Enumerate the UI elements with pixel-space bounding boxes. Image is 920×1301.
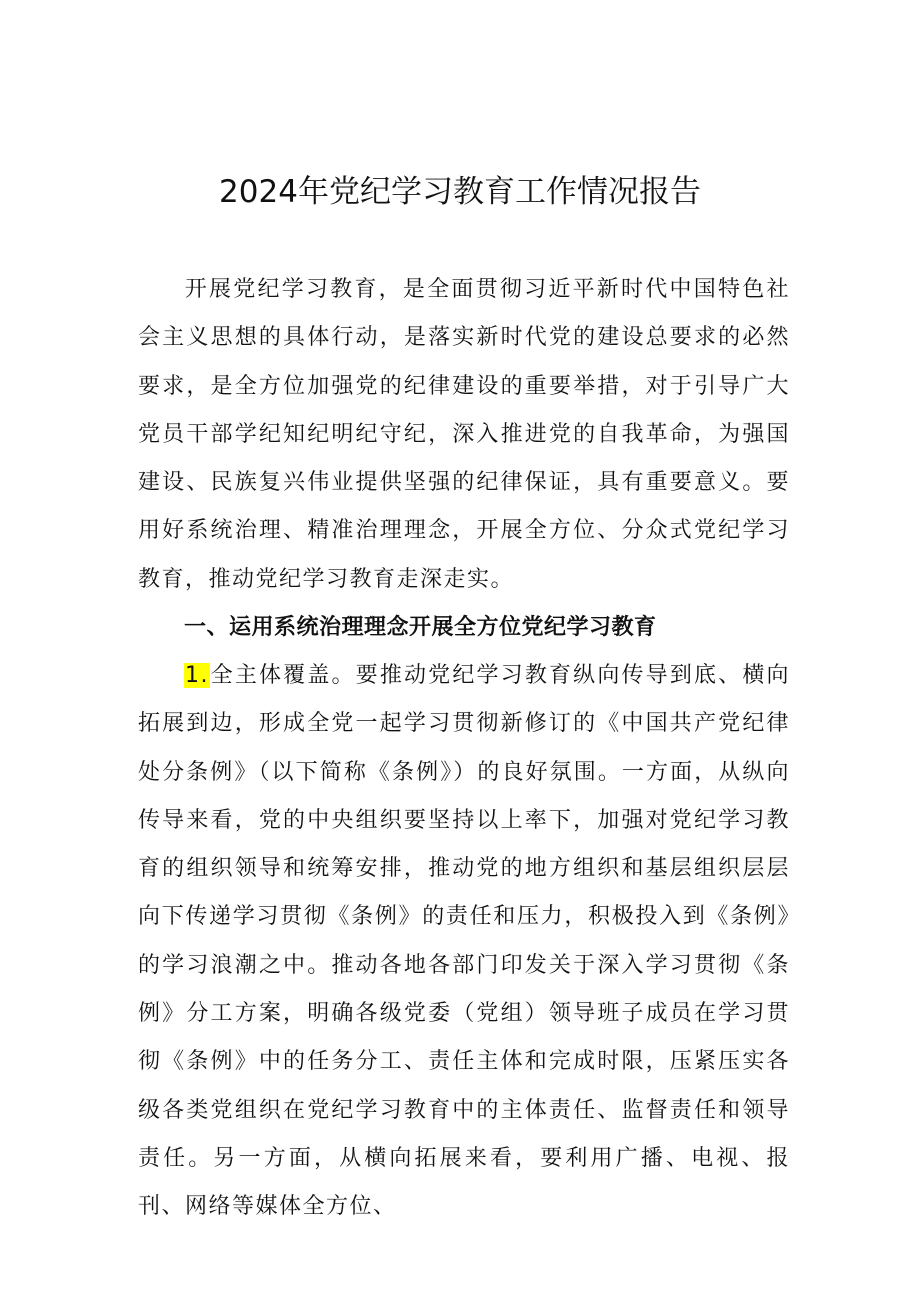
intro-paragraph xyxy=(138,266,790,604)
item-paragraph-text: 全主体覆盖。要推动党纪学习教育纵向传导到底、横向拓展到边，形成全党一起学习贯彻新修订的《中国共产党纪律处分条例》（以下简称《条例》）的良好氛围。一方面，从纵向传导来看，党的中央组织要坚持以上率下，加强对党纪学习教育的组织领导和统筹安排，推动党的地方组织和基层组织层层向下传递学习贯彻《条例》的责任和压力，积极投入到《条例》的学习浪潮之中。推动各地各部门印发关于深入学习贯彻《条例》分工方案，明确各级党委（党组）领导班子成员在学习贯彻《条例》中的任务分工、责任主体和完成时限，压紧压实各级各类党组织在党纪学习教育中的主体责任、监督责任和领导责任。另一方面，从横向拓展来看，要利用广播、电视、报刊、网络等媒体全方位、 xyxy=(138,663,790,1220)
item-number-highlight: 1. xyxy=(185,663,209,688)
document-title: 2024年党纪学习教育工作情况报告 xyxy=(219,174,701,210)
intro-paragraph-text: 开展党纪学习教育，是全面贯彻习近平新时代中国特色社会主义思想的具体行动，是落实新时代党的建设总要求的必然要求，是全方位加强党的纪律建设的重要举措，对于引导广大党员干部学纪知纪明纪守纪，深入推进党的自我革命，为强国建设、民族复兴伟业提供坚强的纪律保证，具有重要意义。要用好系统治理、精准治理理念，开展全方位、分众式党纪学习教育，推动党纪学习教育走深走实。 xyxy=(138,277,790,592)
section-heading: 一、运用系统治理理念开展全方位党纪学习教育 xyxy=(184,615,657,640)
item-paragraph xyxy=(138,652,790,1232)
